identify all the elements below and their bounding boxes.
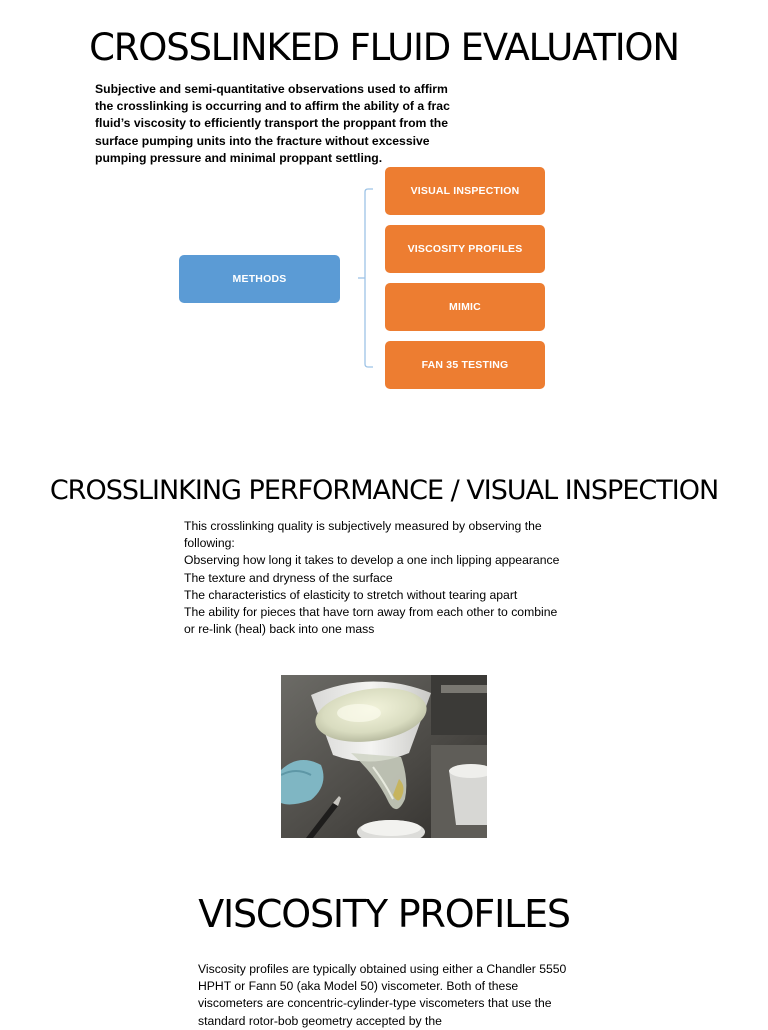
crosslinked-fluid-photo (281, 675, 487, 838)
method-box-viscosity-profiles: VISCOSITY PROFILES (385, 225, 545, 273)
section-title-crosslinked-fluid-evaluation: CROSSLINKED FLUID EVALUATION (89, 26, 679, 69)
methods-connector-brace (355, 188, 385, 368)
observation-item: The texture and dryness of the surface (184, 570, 393, 585)
observation-item: The characteristics of elasticity to stretch without tearing apart (184, 587, 518, 602)
observation-item: The ability for pieces that have torn away from each other to combine or re-link (heal) back into one mass (184, 605, 558, 637)
methods-root-box: METHODS (179, 255, 340, 303)
observation-item: Observing how long it takes to develop a one inch lipping appearance (184, 553, 560, 568)
viscosity-paragraph: Viscosity profiles are typically obtained using either a Chandler 5550 HPHT or Fann 50 (aka Model 50) viscometer. Both of these viscometers are concentric-cylinder-type viscometers that use the standard rotor-bob geometry accepted by the (198, 962, 567, 1028)
intro-paragraph: Subjective and semi-quantitative observations used to affirm the crosslinking is occurring and to affirm the ability of a frac fluid’s viscosity to efficiently transport the proppant from the surface pumping units into the fracture without excessive pumping pressure and minimal proppant settling. (95, 82, 450, 165)
observation-intro: This crosslinking quality is subjectively measured by observing the following: (184, 519, 542, 551)
section-title-viscosity-profiles: VISCOSITY PROFILES (198, 892, 570, 936)
method-box-visual-inspection: VISUAL INSPECTION (385, 167, 545, 215)
method-box-fan-35-testing: FAN 35 TESTING (385, 341, 545, 389)
section-title-crosslinking-performance: CROSSLINKING PERFORMANCE / VISUAL INSPECTION (49, 475, 719, 506)
crosslinking-observation-list (184, 518, 564, 638)
method-box-mimic: MIMIC (385, 283, 545, 331)
